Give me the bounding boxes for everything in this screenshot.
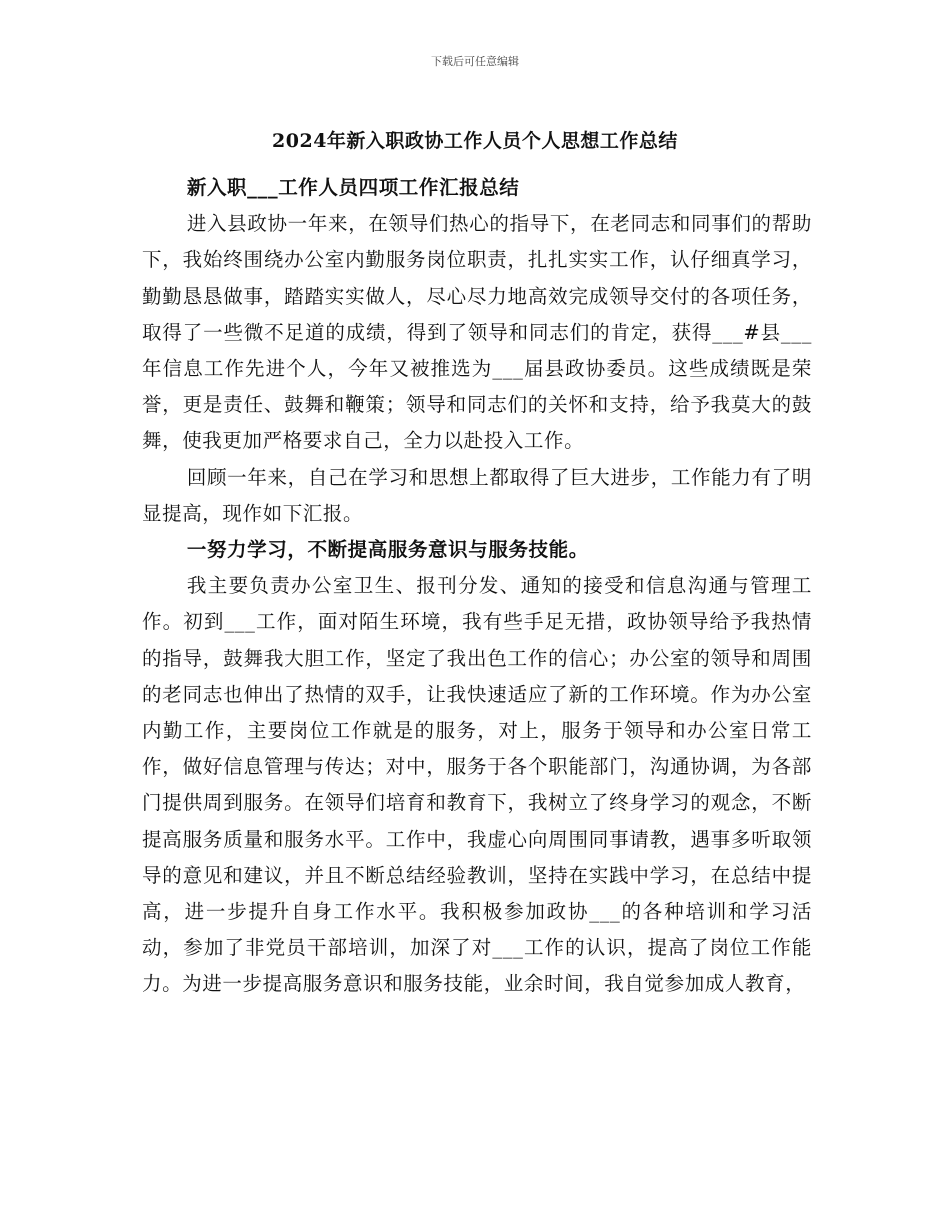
body-paragraph: 回顾一年来，自己在学习和思想上都取得了巨大进步，工作能力有了明显提高，现作如下汇报。 [142, 465, 812, 525]
body-paragraph: 进入县政协一年来，在领导们热心的指导下，在老同志和同事们的帮助下，我始终围绕办公室内勤服务岗位职责，扎扎实实工作，认仔细真学习，勤勤恳恳做事，踏踏实实做人，尽心尽力地高效完成领导交付的各项任务，取得了一些微不足道的成绩，得到了领导和同志们的肯定，获得___#县___年信息工作先进个人，今年又被推选为___届县政协委员。这些成绩既是荣誉，更是责任、鼓舞和鞭策；领导和同志们的关怀和支持，给予我莫大的鼓舞，使我更加严格要求自己，全力以赴投入工作。 [142, 212, 812, 453]
section-heading: 新入职___工作人员四项工作汇报总结 [186, 176, 520, 199]
header-note: 下载后可任意编辑 [431, 55, 519, 68]
document-body [142, 170, 812, 1003]
body-paragraph: 我主要负责办公室卫生、报刊分发、通知的接受和信息沟通与管理工作。初到___工作，面对陌生环境，我有些手足无措，政协领导给予我热情的指导，鼓舞我大胆工作，坚定了我出色工作的信心；办公室的领导和周围的老同志也伸出了热情的双手，让我快速适应了新的工作环境。作为办公室内勤工作，主要岗位工作就是的服务，对上，服务于领导和办公室日常工作，做好信息管理与传达；对中，服务于各个职能部门，沟通协调，为各部门提供周到服务。在领导们培育和教育下，我树立了终身学习的观念，不断提高服务质量和服务水平。工作中，我虚心向周围同事请教，遇事多听取领导的意见和建议，并且不断总结经验教训，坚持在实践中学习，在总结中提高，进一步提升自身工作水平。我积极参加政协___的各种培训和学习活动，参加了非党员干部培训，加深了对___工作的认识，提高了岗位工作能力。为进一步提高服务意识和服务技能，业余时间，我自觉参加成人教育， [142, 574, 812, 996]
document-title: 2024年新入职政协工作人员个人思想工作总结 [272, 130, 678, 152]
section-heading: 一努力学习，不断提高服务意识与服务技能。 [186, 538, 589, 562]
